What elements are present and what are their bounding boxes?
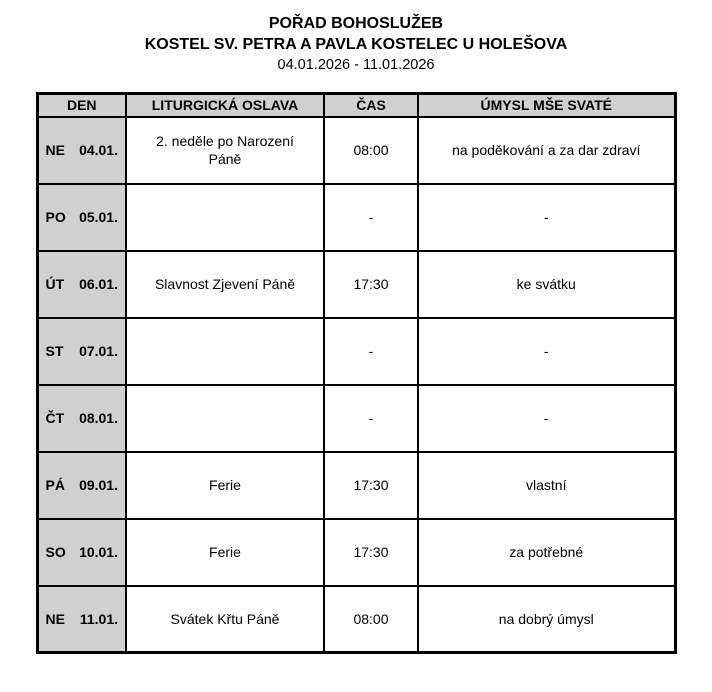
table-row: [37, 184, 675, 251]
day-date: 08.01.: [79, 410, 118, 426]
table-row: [37, 385, 675, 452]
celebration-cell: Ferie: [126, 452, 324, 519]
intention-cell: vlastní: [418, 452, 675, 519]
column-header-time: ČAS: [324, 94, 418, 117]
day-cell: [37, 318, 126, 385]
intention-cell: -: [418, 184, 675, 251]
intention-cell: na dobrý úmysl: [418, 586, 675, 653]
day-date: 09.01.: [79, 477, 118, 493]
column-header-celebration: LITURGICKÁ OSLAVA: [126, 94, 324, 117]
time-cell: 08:00: [324, 586, 418, 653]
day-cell: [37, 385, 126, 452]
table-row: [37, 519, 675, 586]
celebration-cell: Ferie: [126, 519, 324, 586]
celebration-cell: [126, 318, 324, 385]
day-abbr: NE: [45, 142, 65, 158]
day-cell: [37, 452, 126, 519]
celebration-cell: Slavnost Zjevení Páně: [126, 251, 324, 318]
time-cell: -: [324, 184, 418, 251]
date-range: 04.01.2026 - 11.01.2026: [277, 57, 435, 73]
table-row: [37, 117, 675, 184]
time-cell: 17:30: [324, 452, 418, 519]
page-title: POŘAD BOHOSLUŽEB: [268, 15, 444, 32]
celebration-cell: 2. neděle po Narození Páně: [126, 117, 324, 184]
time-cell: 17:30: [324, 251, 418, 318]
intention-cell: -: [418, 385, 675, 452]
day-date: 10.01.: [79, 544, 118, 560]
day-cell: [37, 184, 126, 251]
day-abbr: SO: [45, 544, 66, 560]
intention-cell: za potřebné: [418, 519, 675, 586]
day-date: 07.01.: [79, 343, 118, 359]
day-cell: [37, 117, 126, 184]
day-date: 04.01.: [79, 142, 118, 158]
day-abbr: ST: [45, 343, 64, 359]
celebration-cell: Svátek Křtu Páně: [126, 586, 324, 653]
time-cell: -: [324, 385, 418, 452]
time-cell: 17:30: [324, 519, 418, 586]
celebration-cell: [126, 385, 324, 452]
day-date: 11.01.: [79, 610, 118, 627]
celebration-cell: [126, 184, 324, 251]
table-row: [37, 586, 675, 653]
table-row: [37, 251, 675, 318]
column-header-intention: ÚMYSL MŠE SVATÉ: [418, 94, 675, 117]
day-abbr: ÚT: [45, 276, 65, 292]
day-cell: [37, 519, 126, 586]
day-abbr: PÁ: [45, 477, 65, 493]
day-abbr: PO: [45, 209, 66, 225]
day-date: 05.01.: [79, 209, 118, 225]
intention-cell: ke svátku: [418, 251, 675, 318]
day-cell: [37, 251, 126, 318]
table-row: [37, 318, 675, 385]
time-cell: 08:00: [324, 117, 418, 184]
day-abbr: ČT: [45, 410, 65, 426]
table-row: [37, 452, 675, 519]
day-cell: [37, 586, 126, 653]
schedule-table: [36, 92, 677, 654]
column-header-day: DEN: [37, 94, 126, 117]
header-row: [37, 94, 675, 117]
day-abbr: NE: [45, 610, 65, 627]
intention-cell: -: [418, 318, 675, 385]
time-cell: -: [324, 318, 418, 385]
document-header: [0, 0, 712, 76]
day-date: 06.01.: [79, 276, 118, 292]
intention-cell: na poděkování a za dar zdraví: [418, 117, 675, 184]
church-name: KOSTEL SV. PETRA A PAVLA KOSTELEC U HOLEŠOVA: [144, 36, 568, 53]
